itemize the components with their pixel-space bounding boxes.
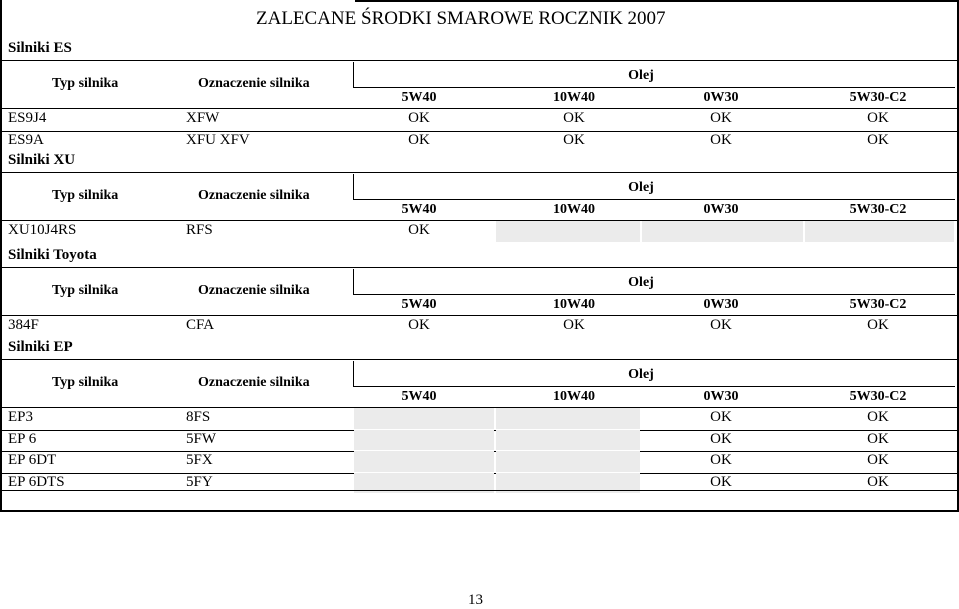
oil-grade-label: 0W30: [703, 90, 739, 105]
empty-cell: [805, 221, 954, 242]
oil-status-cell: OK: [408, 222, 430, 238]
header-engine-type: Typ silnika: [52, 76, 119, 91]
section-divider: [2, 172, 957, 173]
oil-grade-label: 10W40: [553, 297, 595, 312]
header-vertical-divider: [353, 174, 354, 199]
oil-grade-label: 5W40: [401, 90, 437, 105]
oil-header-divider: [353, 386, 955, 387]
oil-status-cell: OK: [710, 430, 732, 447]
empty-cell: [354, 430, 494, 451]
oil-grade-label: 5W40: [401, 202, 437, 217]
oil-status-cell: OK: [408, 317, 430, 333]
empty-cell: [496, 451, 640, 472]
engine-type-cell: EP 6DTS: [8, 473, 65, 490]
oil-status-cell: OK: [563, 110, 585, 126]
header-engine-type: Typ silnika: [52, 283, 119, 298]
engine-type-cell: XU10J4RS: [8, 222, 77, 238]
oil-header-divider: [353, 87, 955, 88]
engine-code-cell: CFA: [186, 317, 215, 333]
oil-grade-label: 0W30: [703, 297, 739, 312]
engine-code-cell: 8FS: [186, 409, 211, 425]
section-title: Silniki ES: [8, 40, 72, 56]
header-oil: Olej: [628, 275, 654, 290]
oil-grade-label: 5W30-C2: [849, 297, 907, 312]
header-engine-code: Oznaczenie silnika: [198, 283, 310, 298]
header-oil: Olej: [628, 180, 654, 195]
header-engine-type: Typ silnika: [52, 375, 119, 390]
oil-status-cell: OK: [710, 452, 732, 468]
oil-grade-label: 10W40: [553, 389, 595, 404]
header-oil: Olej: [628, 367, 654, 382]
oil-grade-label: 10W40: [553, 202, 595, 217]
oil-grade-label: 5W40: [401, 389, 437, 404]
header-oil: Olej: [628, 68, 654, 83]
oil-status-cell: OK: [867, 409, 889, 425]
header-engine-code: Oznaczenie silnika: [198, 188, 310, 203]
oil-status-cell: OK: [710, 473, 732, 490]
empty-cell: [354, 451, 494, 472]
engine-code-cell: 5FW: [186, 430, 216, 447]
section-title: Silniki Toyota: [8, 247, 97, 263]
section-title: Silniki XU: [8, 152, 76, 168]
engine-type-cell: EP 6DT: [8, 452, 57, 468]
oil-grade-label: 5W40: [401, 297, 437, 312]
oil-status-cell: OK: [867, 317, 889, 333]
engine-code-cell: RFS: [186, 222, 213, 238]
section-divider: [2, 359, 957, 360]
header-vertical-divider: [353, 269, 354, 294]
header-vertical-divider: [353, 361, 354, 386]
engine-code-cell: XFU XFV: [186, 131, 250, 148]
oil-status-cell: OK: [563, 317, 585, 333]
oil-status-cell: OK: [408, 131, 430, 148]
engine-type-cell: ES9A: [8, 131, 44, 148]
oil-grade-label: 5W30-C2: [849, 389, 907, 404]
table-bottom-line: [2, 490, 957, 491]
oil-status-cell: OK: [867, 452, 889, 468]
oil-status-cell: OK: [710, 131, 732, 148]
oil-status-cell: OK: [710, 317, 732, 333]
engine-type-cell: EP3: [8, 409, 34, 425]
engine-code-cell: 5FX: [186, 452, 213, 468]
engine-type-cell: 384F: [8, 317, 39, 333]
oil-header-divider: [353, 199, 955, 200]
oil-status-cell: OK: [408, 110, 430, 126]
oil-status-cell: OK: [867, 131, 889, 148]
section-divider: [2, 267, 957, 268]
engine-type-cell: ES9J4: [8, 110, 47, 126]
empty-cell: [496, 221, 640, 242]
header-vertical-divider: [353, 62, 354, 87]
engine-code-cell: 5FY: [186, 473, 213, 490]
table-top-border: [355, 0, 957, 2]
oil-status-cell: OK: [710, 110, 732, 126]
header-bottom-line: [2, 108, 957, 109]
oil-grade-label: 5W30-C2: [849, 202, 907, 217]
oil-status-cell: OK: [867, 430, 889, 447]
engine-code-cell: XFW: [186, 110, 220, 126]
page-title: ZALECANE ŚRODKI SMAROWE ROCZNIK 2007: [256, 8, 666, 29]
empty-cell: [496, 430, 640, 451]
header-bottom-line: [2, 315, 957, 316]
oil-status-cell: OK: [563, 131, 585, 148]
section-divider: [2, 60, 957, 61]
header-engine-code: Oznaczenie silnika: [198, 375, 310, 390]
oil-grade-label: 10W40: [553, 90, 595, 105]
page-number: 13: [468, 592, 483, 608]
oil-grade-label: 0W30: [703, 389, 739, 404]
oil-grade-label: 0W30: [703, 202, 739, 217]
header-engine-code: Oznaczenie silnika: [198, 76, 310, 91]
section-title: Silniki EP: [8, 339, 73, 355]
empty-cell: [642, 221, 803, 242]
oil-status-cell: OK: [867, 110, 889, 126]
oil-status-cell: OK: [867, 473, 889, 490]
header-engine-type: Typ silnika: [52, 188, 119, 203]
empty-cell: [496, 408, 640, 429]
engine-type-cell: EP 6: [8, 430, 37, 447]
oil-status-cell: OK: [710, 409, 732, 425]
empty-cell: [354, 408, 494, 429]
oil-header-divider: [353, 294, 955, 295]
oil-grade-label: 5W30-C2: [849, 90, 907, 105]
